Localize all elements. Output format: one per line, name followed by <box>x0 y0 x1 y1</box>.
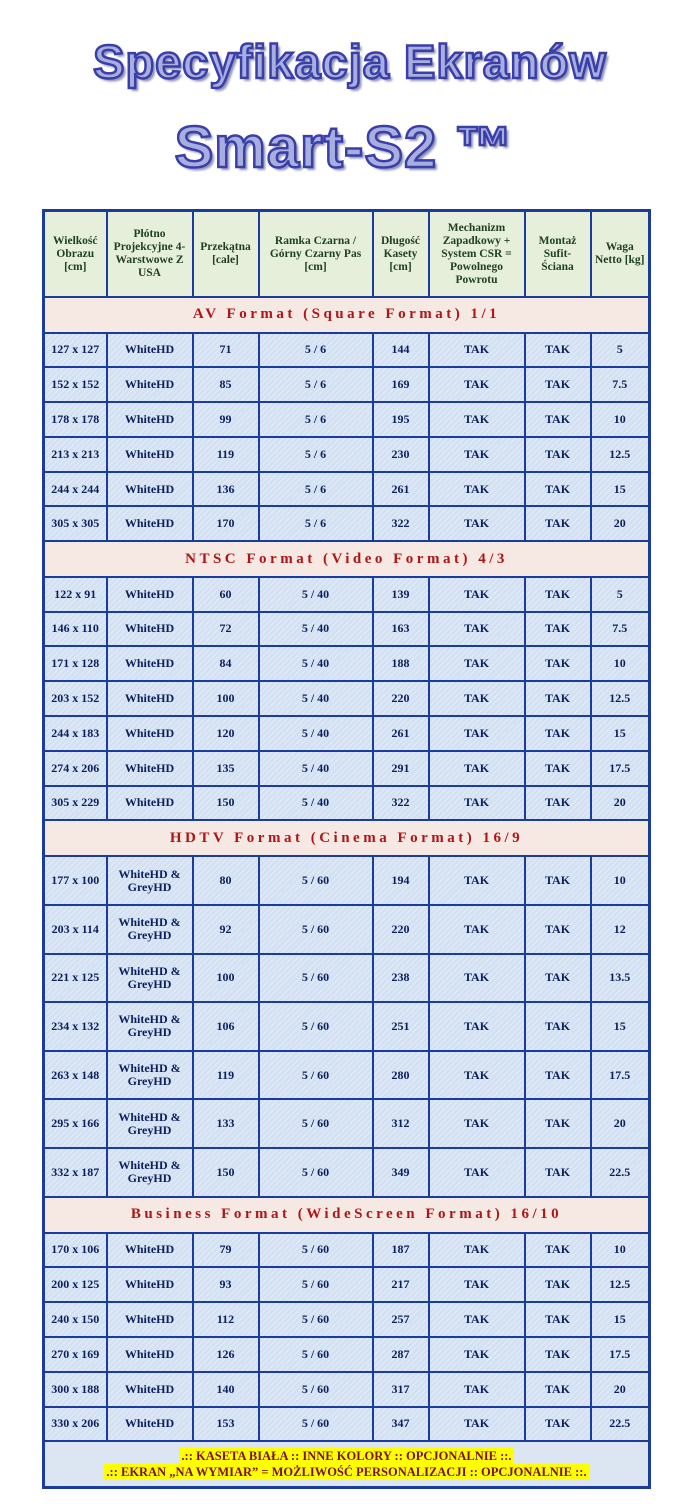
section-title: NTSC Format (Video Format) 4/3 <box>44 541 650 577</box>
table-cell: TAK <box>429 402 525 437</box>
table-cell: 203 x 152 <box>44 681 107 716</box>
table-cell: 5 <box>591 577 650 612</box>
table-cell: TAK <box>429 1267 525 1302</box>
table-cell: TAK <box>429 856 525 905</box>
table-cell: TAK <box>525 437 591 472</box>
table-cell: 93 <box>193 1267 259 1302</box>
table-cell: WhiteHD <box>107 751 193 786</box>
table-cell: 5 / 60 <box>259 905 373 954</box>
table-cell: 150 <box>193 1148 259 1197</box>
table-cell: 119 <box>193 1051 259 1100</box>
table-cell: WhiteHD <box>107 367 193 402</box>
header-row <box>44 211 650 298</box>
table-cell: 5 / 60 <box>259 954 373 1003</box>
table-row <box>44 1372 650 1407</box>
footer-note: .:: EKRAN „NA WYMIAR” = MOŻLIWOŚĆ PERSONALIZACJI :: OPCJONALNIE ::. <box>106 1465 587 1480</box>
table-row <box>44 402 650 437</box>
footer-notes <box>44 1441 650 1488</box>
table-cell: 322 <box>373 786 429 821</box>
table-cell: 20 <box>591 1099 650 1148</box>
table-cell: 139 <box>373 577 429 612</box>
table-cell: WhiteHD <box>107 1337 193 1372</box>
table-cell: 71 <box>193 333 259 368</box>
table-row <box>44 954 650 1003</box>
table-cell: 261 <box>373 716 429 751</box>
table-row <box>44 506 650 541</box>
table-row <box>44 646 650 681</box>
table-cell: 12.5 <box>591 437 650 472</box>
table-cell: WhiteHD <box>107 1302 193 1337</box>
table-cell: 20 <box>591 786 650 821</box>
section-row <box>44 297 650 333</box>
table-cell: 300 x 188 <box>44 1372 107 1407</box>
table-cell: 240 x 150 <box>44 1302 107 1337</box>
table-cell: TAK <box>429 1148 525 1197</box>
table-row <box>44 905 650 954</box>
table-cell: TAK <box>429 1337 525 1372</box>
table-cell: TAK <box>525 751 591 786</box>
table-cell: 5 / 6 <box>259 506 373 541</box>
header-cell: Wielkość Obrazu [cm] <box>44 211 107 298</box>
table-cell: 5 / 6 <box>259 367 373 402</box>
table-cell: 330 x 206 <box>44 1407 107 1442</box>
table-cell: 5 <box>591 333 650 368</box>
table-cell: TAK <box>525 856 591 905</box>
table-cell: TAK <box>525 612 591 647</box>
table-cell: 122 x 91 <box>44 577 107 612</box>
footer-row <box>44 1441 650 1488</box>
table-cell: 257 <box>373 1302 429 1337</box>
table-cell: WhiteHD <box>107 1407 193 1442</box>
table-cell: 217 <box>373 1267 429 1302</box>
table-row <box>44 1302 650 1337</box>
table-cell: 152 x 152 <box>44 367 107 402</box>
table-cell: TAK <box>525 1407 591 1442</box>
table-cell: 15 <box>591 1002 650 1051</box>
table-cell: 188 <box>373 646 429 681</box>
table-cell: TAK <box>429 506 525 541</box>
table-cell: 305 x 305 <box>44 506 107 541</box>
table-cell: 17.5 <box>591 751 650 786</box>
table-cell: 332 x 187 <box>44 1148 107 1197</box>
table-cell: 203 x 114 <box>44 905 107 954</box>
table-cell: WhiteHD <box>107 786 193 821</box>
table-cell: 178 x 178 <box>44 402 107 437</box>
header-cell: Mechanizm Zapadkowy + System CSR = Powolnego Powrotu <box>429 211 525 298</box>
table-cell: WhiteHD <box>107 402 193 437</box>
page-title: Specyfikacja Ekranów <box>93 35 607 88</box>
table-cell: 291 <box>373 751 429 786</box>
table-cell: 170 x 106 <box>44 1233 107 1268</box>
table-cell: 106 <box>193 1002 259 1051</box>
table-cell: TAK <box>429 681 525 716</box>
table-cell: WhiteHD <box>107 506 193 541</box>
table-cell: 5 / 40 <box>259 716 373 751</box>
table-cell: TAK <box>429 577 525 612</box>
table-cell: 274 x 206 <box>44 751 107 786</box>
table-cell: 17.5 <box>591 1051 650 1100</box>
header-cell: Płótno Projekcyjne 4-Warstwowe Z USA <box>107 211 193 298</box>
table-cell: 251 <box>373 1002 429 1051</box>
table-cell: WhiteHD <box>107 333 193 368</box>
table-cell: TAK <box>525 1002 591 1051</box>
table-cell: 85 <box>193 367 259 402</box>
table-row <box>44 1002 650 1051</box>
header-cell: Przekątna [cale] <box>193 211 259 298</box>
table-cell: 200 x 125 <box>44 1267 107 1302</box>
header-cell: Ramka Czarna / Górny Czarny Pas [cm] <box>259 211 373 298</box>
table-cell: 169 <box>373 367 429 402</box>
table-cell: 15 <box>591 472 650 507</box>
table-cell: 10 <box>591 402 650 437</box>
table-cell: 220 <box>373 681 429 716</box>
table-cell: 234 x 132 <box>44 1002 107 1051</box>
table-row <box>44 1337 650 1372</box>
table-cell: TAK <box>525 367 591 402</box>
table-cell: WhiteHD & GreyHD <box>107 1099 193 1148</box>
table-cell: 17.5 <box>591 1337 650 1372</box>
table-cell: 5 / 60 <box>259 1302 373 1337</box>
table-row <box>44 1051 650 1100</box>
table-cell: TAK <box>525 681 591 716</box>
table-cell: 112 <box>193 1302 259 1337</box>
table-cell: 99 <box>193 402 259 437</box>
table-cell: TAK <box>429 472 525 507</box>
table-cell: TAK <box>429 367 525 402</box>
table-cell: TAK <box>429 716 525 751</box>
table-cell: TAK <box>525 954 591 1003</box>
table-cell: TAK <box>429 751 525 786</box>
table-cell: WhiteHD <box>107 437 193 472</box>
table-cell: 100 <box>193 681 259 716</box>
table-cell: WhiteHD <box>107 1372 193 1407</box>
table-cell: TAK <box>429 1302 525 1337</box>
table-cell: WhiteHD <box>107 1233 193 1268</box>
table-cell: 317 <box>373 1372 429 1407</box>
table-row <box>44 716 650 751</box>
table-cell: 312 <box>373 1099 429 1148</box>
table-cell: 79 <box>193 1233 259 1268</box>
table-cell: 135 <box>193 751 259 786</box>
spec-table <box>42 209 651 1489</box>
table-row <box>44 1233 650 1268</box>
table-cell: 280 <box>373 1051 429 1100</box>
section-title: Business Format (WideScreen Format) 16/10 <box>44 1197 650 1233</box>
table-cell: WhiteHD & GreyHD <box>107 954 193 1003</box>
table-cell: 187 <box>373 1233 429 1268</box>
table-row <box>44 1148 650 1197</box>
table-cell: 153 <box>193 1407 259 1442</box>
table-cell: 60 <box>193 577 259 612</box>
table-cell: WhiteHD <box>107 577 193 612</box>
table-cell: TAK <box>525 1267 591 1302</box>
table-cell: TAK <box>525 646 591 681</box>
table-cell: TAK <box>429 954 525 1003</box>
table-cell: TAK <box>525 1372 591 1407</box>
table-row <box>44 1407 650 1442</box>
table-cell: TAK <box>429 905 525 954</box>
table-cell: 15 <box>591 716 650 751</box>
table-cell: 177 x 100 <box>44 856 107 905</box>
table-cell: WhiteHD & GreyHD <box>107 905 193 954</box>
section-row <box>44 820 650 856</box>
table-cell: WhiteHD <box>107 716 193 751</box>
table-row <box>44 856 650 905</box>
table-cell: TAK <box>429 612 525 647</box>
table-cell: 100 <box>193 954 259 1003</box>
table-cell: TAK <box>525 333 591 368</box>
table-cell: WhiteHD <box>107 681 193 716</box>
table-cell: TAK <box>429 646 525 681</box>
header-cell: Montaż Sufit-Ściana <box>525 211 591 298</box>
table-cell: TAK <box>525 1337 591 1372</box>
table-cell: WhiteHD & GreyHD <box>107 1148 193 1197</box>
table-row <box>44 612 650 647</box>
table-cell: 120 <box>193 716 259 751</box>
table-cell: TAK <box>525 402 591 437</box>
table-cell: WhiteHD <box>107 612 193 647</box>
table-row <box>44 681 650 716</box>
table-cell: 7.5 <box>591 612 650 647</box>
table-cell: TAK <box>525 1233 591 1268</box>
table-cell: 136 <box>193 472 259 507</box>
table-cell: 5 / 60 <box>259 1407 373 1442</box>
table-cell: 146 x 110 <box>44 612 107 647</box>
table-cell: 349 <box>373 1148 429 1197</box>
spec-table-body <box>44 211 650 1488</box>
table-cell: 287 <box>373 1337 429 1372</box>
table-cell: 22.5 <box>591 1148 650 1197</box>
table-cell: 84 <box>193 646 259 681</box>
table-cell: 322 <box>373 506 429 541</box>
table-cell: 163 <box>373 612 429 647</box>
table-row <box>44 367 650 402</box>
table-cell: 5 / 60 <box>259 1233 373 1268</box>
table-cell: 295 x 166 <box>44 1099 107 1148</box>
table-cell: TAK <box>525 472 591 507</box>
table-cell: 261 <box>373 472 429 507</box>
table-cell: 12 <box>591 905 650 954</box>
table-cell: 5 / 60 <box>259 1267 373 1302</box>
table-cell: 13.5 <box>591 954 650 1003</box>
table-cell: TAK <box>525 1148 591 1197</box>
table-cell: 80 <box>193 856 259 905</box>
table-cell: TAK <box>429 1233 525 1268</box>
table-cell: TAK <box>429 1372 525 1407</box>
section-row <box>44 541 650 577</box>
table-cell: 5 / 60 <box>259 1372 373 1407</box>
table-cell: TAK <box>525 716 591 751</box>
table-cell: TAK <box>525 1051 591 1100</box>
table-cell: WhiteHD <box>107 472 193 507</box>
header-cell: Waga Netto [kg] <box>591 211 650 298</box>
table-cell: TAK <box>525 1302 591 1337</box>
table-cell: 5 / 60 <box>259 1051 373 1100</box>
table-cell: 20 <box>591 506 650 541</box>
section-title: AV Format (Square Format) 1/1 <box>44 297 650 333</box>
table-cell: 5 / 6 <box>259 333 373 368</box>
table-cell: TAK <box>429 437 525 472</box>
table-cell: 15 <box>591 1302 650 1337</box>
table-row <box>44 333 650 368</box>
table-cell: TAK <box>525 1099 591 1148</box>
table-cell: 127 x 127 <box>44 333 107 368</box>
table-cell: TAK <box>525 577 591 612</box>
table-cell: 10 <box>591 1233 650 1268</box>
table-cell: TAK <box>429 1051 525 1100</box>
table-row <box>44 577 650 612</box>
table-cell: 270 x 169 <box>44 1337 107 1372</box>
table-cell: 213 x 213 <box>44 437 107 472</box>
table-cell: 220 <box>373 905 429 954</box>
table-cell: TAK <box>525 786 591 821</box>
table-cell: 133 <box>193 1099 259 1148</box>
table-cell: 5 / 40 <box>259 646 373 681</box>
table-cell: 5 / 40 <box>259 577 373 612</box>
table-cell: 5 / 60 <box>259 1002 373 1051</box>
table-cell: 7.5 <box>591 367 650 402</box>
table-cell: 12.5 <box>591 1267 650 1302</box>
table-cell: TAK <box>429 1407 525 1442</box>
table-cell: 230 <box>373 437 429 472</box>
table-row <box>44 751 650 786</box>
table-cell: 140 <box>193 1372 259 1407</box>
table-cell: 5 / 6 <box>259 437 373 472</box>
section-title: HDTV Format (Cinema Format) 16/9 <box>44 820 650 856</box>
table-cell: 5 / 40 <box>259 786 373 821</box>
table-cell: 244 x 244 <box>44 472 107 507</box>
table-cell: 5 / 40 <box>259 612 373 647</box>
table-cell: 170 <box>193 506 259 541</box>
table-cell: 5 / 60 <box>259 1337 373 1372</box>
table-cell: 171 x 128 <box>44 646 107 681</box>
table-cell: 20 <box>591 1372 650 1407</box>
table-cell: TAK <box>525 905 591 954</box>
table-cell: 5 / 40 <box>259 681 373 716</box>
footer-note: .:: KASETA BIAŁA :: INNE KOLORY :: OPCJONALNIE ::. <box>181 1449 512 1464</box>
table-cell: 195 <box>373 402 429 437</box>
page-subtitle: Smart-S2 ™ <box>174 115 514 180</box>
table-cell: TAK <box>429 786 525 821</box>
table-cell: 12.5 <box>591 681 650 716</box>
table-row <box>44 786 650 821</box>
table-cell: 5 / 6 <box>259 472 373 507</box>
header-cell: Długość Kasety [cm] <box>373 211 429 298</box>
table-cell: TAK <box>429 1099 525 1148</box>
table-cell: 5 / 6 <box>259 402 373 437</box>
table-cell: 238 <box>373 954 429 1003</box>
table-cell: 144 <box>373 333 429 368</box>
section-row <box>44 1197 650 1233</box>
table-cell: 5 / 60 <box>259 1148 373 1197</box>
table-row <box>44 472 650 507</box>
table-cell: WhiteHD <box>107 1267 193 1302</box>
table-cell: WhiteHD & GreyHD <box>107 1051 193 1100</box>
table-cell: 150 <box>193 786 259 821</box>
table-cell: 5 / 40 <box>259 751 373 786</box>
table-cell: 10 <box>591 856 650 905</box>
table-cell: 221 x 125 <box>44 954 107 1003</box>
table-row <box>44 1267 650 1302</box>
table-cell: 263 x 148 <box>44 1051 107 1100</box>
table-cell: TAK <box>525 506 591 541</box>
table-cell: 305 x 229 <box>44 786 107 821</box>
table-cell: TAK <box>429 1002 525 1051</box>
table-cell: 5 / 60 <box>259 1099 373 1148</box>
table-cell: 5 / 60 <box>259 856 373 905</box>
table-row <box>44 1099 650 1148</box>
table-row <box>44 437 650 472</box>
table-cell: WhiteHD & GreyHD <box>107 1002 193 1051</box>
table-cell: 244 x 183 <box>44 716 107 751</box>
table-cell: 126 <box>193 1337 259 1372</box>
table-cell: 119 <box>193 437 259 472</box>
table-cell: 92 <box>193 905 259 954</box>
table-cell: 347 <box>373 1407 429 1442</box>
table-cell: WhiteHD & GreyHD <box>107 856 193 905</box>
table-cell: 194 <box>373 856 429 905</box>
table-cell: WhiteHD <box>107 646 193 681</box>
table-cell: 72 <box>193 612 259 647</box>
table-cell: 22.5 <box>591 1407 650 1442</box>
table-cell: 10 <box>591 646 650 681</box>
table-cell: TAK <box>429 333 525 368</box>
